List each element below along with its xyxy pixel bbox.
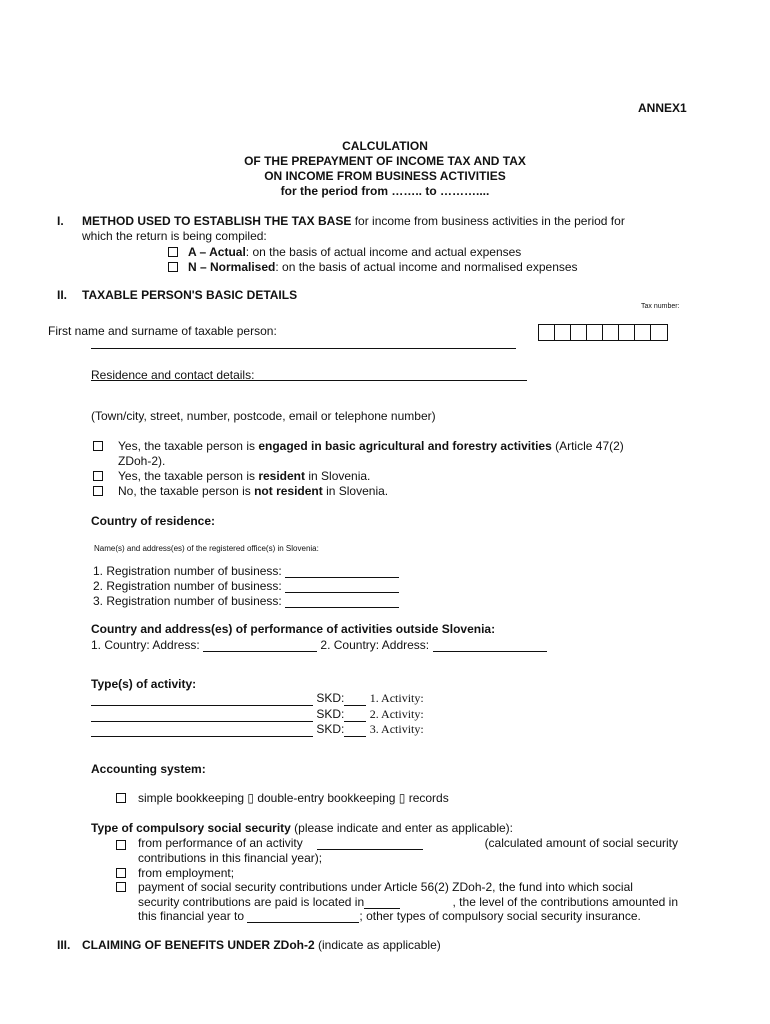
section-1-line-2: which the return is being compiled: [82,229,267,243]
skd-2-line[interactable] [344,709,366,722]
activity-row-1[interactable] [91,691,424,706]
res-text-pre: Yes, the taxable person is [118,469,259,483]
social-3-amount-line[interactable] [247,910,359,923]
option-agricultural[interactable] [93,439,624,453]
country-2-line[interactable] [433,639,547,652]
section-2-heading: TAXABLE PERSON'S BASIC DETAILS [82,288,298,302]
residence-field-line[interactable] [91,380,527,381]
tax-digit-cell[interactable] [619,325,635,340]
social-option-employment[interactable] [116,866,234,880]
tax-digit-cell[interactable] [539,325,555,340]
activity-3-line[interactable] [91,724,313,737]
option-normalised[interactable] [168,260,578,274]
skd-label: SKD: [316,691,345,705]
agri-text-post: (Article 47(2) [551,439,624,453]
tax-number-label: Tax number: [641,303,680,310]
agri-text-pre: Yes, the taxable person is [118,439,259,453]
checkbox-icon[interactable] [93,486,103,496]
registration-3-line[interactable] [285,595,399,608]
checkbox-icon[interactable] [93,471,103,481]
country-2-label: 2. Country: Address: [320,638,430,652]
social-3-line-c [138,909,641,923]
social-1-line[interactable] [317,837,423,850]
outside-slovenia-label: Country and address(es) of performance of activities outside Slovenia: [91,622,496,636]
accounting-system-label: Accounting system: [91,762,206,776]
section-1-text: for income from business activities in the period for [351,214,625,228]
registered-offices-label: Name(s) and address(es) of the registered office(s) in Slovenia: [94,544,319,553]
registration-1-label: 1. Registration number of business: [93,564,282,578]
social-1-text-c: contributions in this financial year); [138,851,323,865]
res-text-post: in Slovenia. [305,469,371,483]
social-3-text-c2: ; other types of compulsory social security insurance. [359,909,641,923]
activity-1-label: 1. Activity: [369,691,424,705]
nonres-text-bold: not resident [254,484,323,498]
skd-3-line[interactable] [344,724,366,737]
section-1-line-1 [82,214,625,228]
title-line-4: for the period from …….. to ……….... [280,184,490,198]
social-3-text-b1: security contributions are paid is located in [138,895,365,909]
activity-row-2[interactable] [91,707,424,722]
option-normalised-text: : on the basis of actual income and normalised expenses [275,260,578,274]
skd-label: SKD: [316,722,345,736]
registration-3[interactable] [93,594,399,608]
address-hint: (Town/city, street, number, postcode, email or telephone number) [91,409,436,423]
activity-2-line[interactable] [91,709,313,722]
social-option-activity[interactable] [116,836,678,850]
checkbox-icon[interactable] [116,840,126,850]
country-of-residence-label: Country of residence: [91,514,216,528]
social-3-text-a: payment of social security contributions under Article 56(2) ZDoh-2, the fund into which social [138,880,633,894]
checkbox-icon[interactable] [116,868,126,878]
social-option-contributions[interactable] [116,880,633,894]
outside-countries-row[interactable] [91,638,547,652]
registration-2-line[interactable] [285,580,399,593]
option-actual-label: A – Actual [188,245,246,259]
activity-2-label: 2. Activity: [369,707,424,721]
checkbox-icon[interactable] [93,441,103,451]
title-line-1: CALCULATION [342,139,428,153]
accounting-options[interactable] [116,791,449,805]
activity-3-label: 3. Activity: [369,722,424,736]
social-security-hint: (please indicate and enter as applicable): [290,821,513,835]
registration-3-label: 3. Registration number of business: [93,594,282,608]
option-not-resident[interactable] [93,484,388,498]
accounting-options-text: simple bookkeeping ▯ double-entry bookkeeping ▯ records [138,791,449,805]
option-normalised-label: N – Normalised [188,260,276,274]
social-2-text: from employment; [138,866,235,880]
agri-text-line-2: ZDoh-2). [118,454,166,468]
checkbox-icon[interactable] [168,262,178,272]
title-line-2: OF THE PREPAYMENT OF INCOME TAX AND TAX [244,154,526,168]
checkbox-icon[interactable] [116,882,126,892]
activity-1-line[interactable] [91,693,313,706]
option-actual[interactable] [168,245,521,259]
section-1-number: I. [57,214,64,228]
section-3-number: III. [57,938,71,952]
residence-label: Residence and contact details: [91,368,255,382]
option-resident[interactable] [93,469,370,483]
section-3-heading: CLAIMING OF BENEFITS UNDER ZDoh-2 [82,938,315,952]
registration-1-line[interactable] [285,565,399,578]
social-3-text-c1: this financial year to [138,909,245,923]
social-security-label [91,821,513,835]
social-1-text-a: from performance of an activity [138,836,303,850]
tax-number-field[interactable] [538,324,668,341]
social-3-location-line[interactable] [364,896,400,909]
social-1-text-b: (calculated amount of social security [484,836,678,850]
registration-2[interactable] [93,579,399,593]
name-field-line[interactable] [91,348,516,349]
social-3-text-b2: , the level of the contributions amounted in [452,895,678,909]
activity-types-label: Type(s) of activity: [91,677,197,691]
country-1-label: 1. Country: Address: [91,638,200,652]
agri-text-bold: engaged in basic agricultural and forestry activities [258,439,552,453]
activity-row-3[interactable] [91,722,424,737]
section-2-number: II. [57,288,68,302]
section-3-title [82,938,441,952]
res-text-bold: resident [258,469,306,483]
section-3-hint: (indicate as applicable) [314,938,441,952]
section-1-heading: METHOD USED TO ESTABLISH THE TAX BASE [82,214,352,228]
nonres-text-post: in Slovenia. [322,484,389,498]
tax-digit-cell[interactable] [603,325,619,340]
social-3-line-b [138,895,678,909]
tax-digit-cell[interactable] [635,325,651,340]
registration-1[interactable] [93,564,399,578]
nonres-text-pre: No, the taxable person is [118,484,255,498]
tax-digit-cell[interactable] [651,325,667,340]
registration-2-label: 2. Registration number of business: [93,579,282,593]
option-actual-text: : on the basis of actual income and actual expenses [245,245,522,259]
country-1-line[interactable] [203,639,317,652]
title-line-3: ON INCOME FROM BUSINESS ACTIVITIES [264,169,506,183]
tax-digit-cell[interactable] [571,325,587,340]
checkbox-icon[interactable] [116,793,126,803]
tax-digit-cell[interactable] [587,325,603,340]
checkbox-icon[interactable] [168,247,178,257]
name-label: First name and surname of taxable person: [48,324,277,338]
skd-label: SKD: [316,707,345,721]
annex-label: ANNEX1 [638,101,687,115]
skd-1-line[interactable] [344,693,366,706]
tax-digit-cell[interactable] [555,325,571,340]
social-security-heading: Type of compulsory social security [91,821,291,835]
